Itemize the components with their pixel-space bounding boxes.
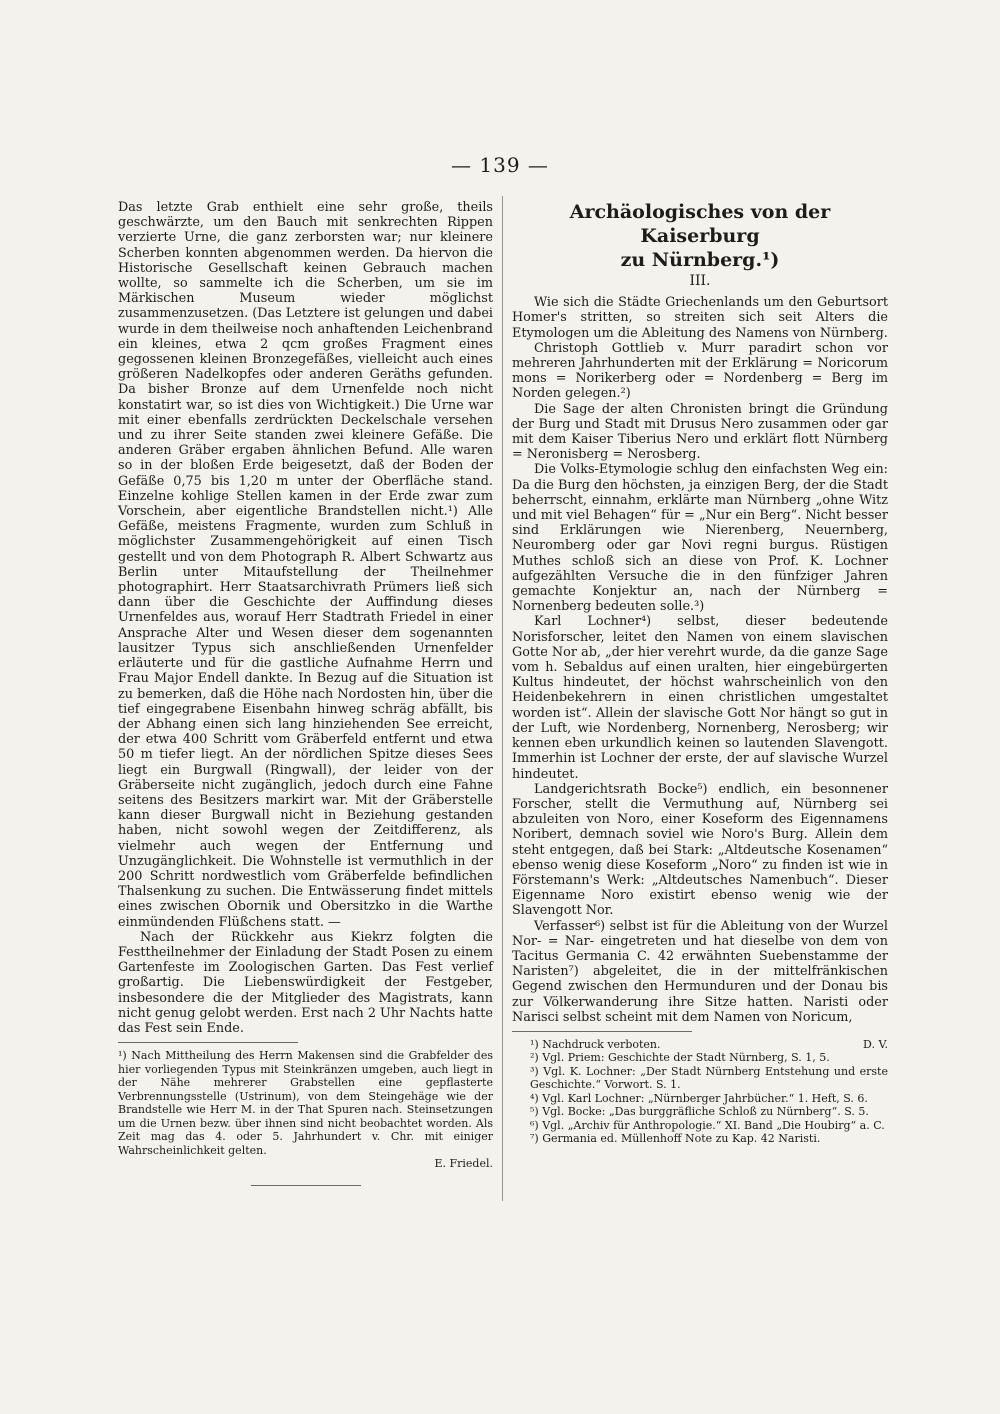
- paragraph: Die Volks-Etymologie schlug den einfachsten Weg ein: Da die Burg den höchsten, ja einzigen Berg, der die Stadt beherrscht, einnahm, erklärte man Nürnberg „ohne Witz und mit viel Behagen“ für = „Nur ein Berg“. Nicht besser sind Erklärungen wie Nierenberg, Neuernberg, Neuromberg oder gar Novi regni burgus. Rüstigen Muthes schloß sich an diese von Prof. K. Lochner aufgezählten Versuche die in den fünfziger Jahren gemachte Konjektur an, nach der Nürnberg = Nornenberg bedeuten solle.³): [512, 462, 888, 615]
- paragraph: Christoph Gottlieb v. Murr paradirt schon vor mehreren Jahrhunderten mit der Erklärung = Noricorum mons = Norikerberg oder = Nordenberg = Berg im Norden gelegen.²): [512, 340, 888, 402]
- paragraph: Nach der Rückkehr aus Kiekrz folgten die Festtheilnehmer der Einladung der Stadt Posen zu einem Gartenfeste im Zoologischen Garten. Das Fest verlief großartig. Die Liebenswürdigkeit der Festgeber, insbesondere die der Mitglieder des Magistrats, kann nicht genug gelobt werden. Erst nach 2 Uhr Nachts hatte das Fest sein Ende.: [118, 929, 493, 1036]
- article-title-line: Archäologisches von der Kaiserburg: [569, 201, 831, 247]
- footnotes: [118, 1049, 493, 1171]
- article-title-line: zu Nürnberg.¹): [620, 249, 780, 271]
- paragraph: Das letzte Grab enthielt eine sehr große, theils geschwärzte, um den Bauch mit senkrechten Rippen verzierte Urne, die ganz zerborsten war; nur kleinere Scherben konnten abgenommen werden. Da hiervon die Historische Gesellschaft keinen Gebrauch machen wollte, so sammelte ich die Scherben, um sie im Märkischen Museum wieder möglichst zusammenzusetzen. (Das Letztere ist gelungen und dabei wurde in dem theilweise noch anhaftenden Leichenbrand ein kleines, etwa 2 qcm großes Fragment eines gegossenen kleinen Bronzegefäßes, vielleicht auch eines größeren Nadelkopfes oder anderen Geräths gefunden. Da bisher Bronze auf dem Urnenfelde noch nicht konstatirt war, so ist dies von Wichtigkeit.) Die Urne war mit einer ebenfalls zerdrückten Deckelschale versehen und zu ihrer Seite standen zwei kleinere Gefäße. Die anderen Gräber ergaben ähnlichen Befund. Alle waren so in der bloßen Erde beigesetzt, daß der Boden der Gefäße 0,75 bis 1,20 m unter der Oberfläche stand. Einzelne kohlige Stellen kamen in der Erde zwar zum Vorschein, aber eigentliche Brandstellen nicht.¹) Alle Gefäße, meistens Fragmente, wurden zum Schluß in möglichster Zusammengehörigkeit auf einen Tisch gestellt und von dem Photograph R. Albert Schwartz aus Berlin unter Mitaufstellung der Theilnehmer photographirt. Herr Staatsarchivrath Prümers ließ sich dann über die Geschichte der Auffindung dieses Urnenfeldes aus, worauf Herr Stadtrath Friedel in einer Ansprache Alter und Wesen dieser dem sogenannten lausitzer Typus sich anschließenden Urnenfelder erläuterte und für die gastliche Aufnahme Herrn und Frau Major Endell dankte. In Bezug auf die Situation ist zu bemerken, daß die Höhe nach Nordosten hin, über die tief eingegrabene Eisenbahn hinweg schräg abfällt, bis der Abhang einen sich lang hinziehenden See erreicht, der etwa 400 Schritt vom Gräberfeld entfernt und etwa 50 m tiefer liegt. An der nördlichen Spitze dieses Sees liegt ein Burgwall (Ringwall), der leider von der Gräberseite nicht zugänglich, jedoch durch eine Fahne seitens des Besitzers markirt war. Mit der Gräberstelle kann dieser Burgwall nicht in Beziehung gestanden haben, nicht sowohl wegen der Zeitdifferenz, als vielmehr auch wegen der Entfernung und Unzugänglichkeit. Die Wohnstelle ist vermuthlich in der 200 Schritt nordwestlich vom Gräberfelde befindlichen Thalsenkung zu suchen. Die Entwässerung findet mittels eines zwischen Obornik und Obersitzko in die Warthe einmündenden Flüßchens statt. —: [118, 200, 493, 930]
- footnote: ²) Vgl. Priem: Geschichte der Stadt Nürnberg, S. 1, 5.: [530, 1051, 830, 1065]
- section-end-rule: [251, 1185, 361, 1186]
- footnote-divider: [118, 1042, 298, 1043]
- right-column: [512, 200, 888, 1146]
- footnote: ³) Vgl. K. Lochner: „Der Stadt Nürnberg Entstehung und erste Geschichte.“ Vorwort. S. 1.: [530, 1064, 888, 1092]
- paragraph: Die Sage der alten Chronisten bringt die Gründung der Burg und Stadt mit Drusus Nero zusammen oder gar mit dem Kaiser Tiberius Nero und erklärt flott Nürnberg = Neronisberg = Nerosberg.: [512, 401, 888, 463]
- paragraph: Verfasser⁶) selbst ist für die Ableitung von der Wurzel Nor- = Nar- eingetreten und hat dieselbe von dem von Tacitus Germania C. 42 erwähnten Suebenstamme der Naristen⁷) abgeleitet, die in der mittelfränkischen Gegend zwischen den Hermunduren und der Donau bis zur Völkerwanderung ihre Sitze hatten. Naristi oder Narisci selbst scheint mit dem Namen von Noricum,: [512, 918, 888, 1025]
- footnote: ⁴) Vgl. Karl Lochner: „Nürnberger Jahrbücher.“ 1. Heft, S. 6.: [530, 1091, 868, 1105]
- paragraph: Landgerichtsrath Bocke⁵) endlich, ein besonnener Forscher, stellt die Vermuthung auf, Nürnberg sei abzuleiten von Noro, einer Koseform des Eigennamens Noribert, demnach soviel wie Noro's Burg. Allein dem steht entgegen, daß bei Stark: „Altdeutsche Kosenamen“ ebenso wenig diese Koseform „Noro“ zu finden ist wie in Förstemann's Werk: „Altdeutsches Namenbuch“. Dieser Eigenname Noro existirt ebenso wenig wie der Slavengott Nor.: [512, 781, 888, 919]
- footnote-text: ¹) Nachdruck verboten.: [530, 1037, 661, 1051]
- footnote: ¹) Nach Mittheilung des Herrn Makensen sind die Grabfelder des hier vorliegenden Typus mit Steinkränzen umgeben, auch liegt in der Nähe mehrerer Grabstellen eine gepflasterte Verbrennungsstelle (Ustrinum), von dem Steingehäge wie der Brandstelle wie Herr M. in der That Spuren nach. Steinsetzungen um die Urnen bezw. über ihnen sind nicht beobachtet worden. Als Zeit mag das 4. oder 5. Jahrhundert v. Chr. mit einiger Wahrscheinlichkeit gelten.: [118, 1049, 493, 1157]
- footnote-divider: [512, 1031, 692, 1032]
- footnote: ⁷) Germania ed. Müllenhoff Note zu Kap. 42 Naristi.: [530, 1132, 821, 1146]
- footnote: ⁶) Vgl. „Archiv für Anthropologie.“ XI. Band „Die Houbirg“ a. C.: [530, 1118, 885, 1132]
- footnote-mark: D. V.: [863, 1037, 888, 1051]
- article-part-number: III.: [689, 273, 711, 289]
- footnote: [512, 1038, 888, 1052]
- article-title: [512, 200, 888, 272]
- footnote-signature: E. Friedel.: [434, 1157, 493, 1171]
- page-number: — 139 —: [451, 153, 549, 177]
- footnote: ⁵) Vgl. Bocke: „Das burggräfliche Schloß zu Nürnberg“. S. 5.: [530, 1105, 869, 1119]
- footnotes: [512, 1038, 888, 1146]
- paragraph: Karl Lochner⁴) selbst, dieser bedeutende Norisforscher, leitet den Namen von einem slavischen Gotte Nor ab, „der hier verehrt wurde, da die ganze Sage vom h. Sebaldus auf einen uralten, hier eingebürgerten Kultus hindeutet, der höchst wahrscheinlich von den Heidenbekehrern in einen christlichen umgestaltet worden ist“. Allein der slavische Gott Nor hängt so gut in der Luft, wie Nordenberg, Nornenberg, Nerosberg; wir kennen eben urkundlich keinen so lautenden Slavengott. Immerhin ist Lochner der erste, der auf slavische Wurzel hindeutet.: [512, 614, 888, 782]
- left-column: [118, 200, 493, 1200]
- paragraph: Wie sich die Städte Griechenlands um den Geburtsort Homer's stritten, so streiten sich seit Alters die Etymologen um die Ableitung des Namens von Nürnberg.: [512, 295, 888, 341]
- column-divider: [502, 196, 503, 1201]
